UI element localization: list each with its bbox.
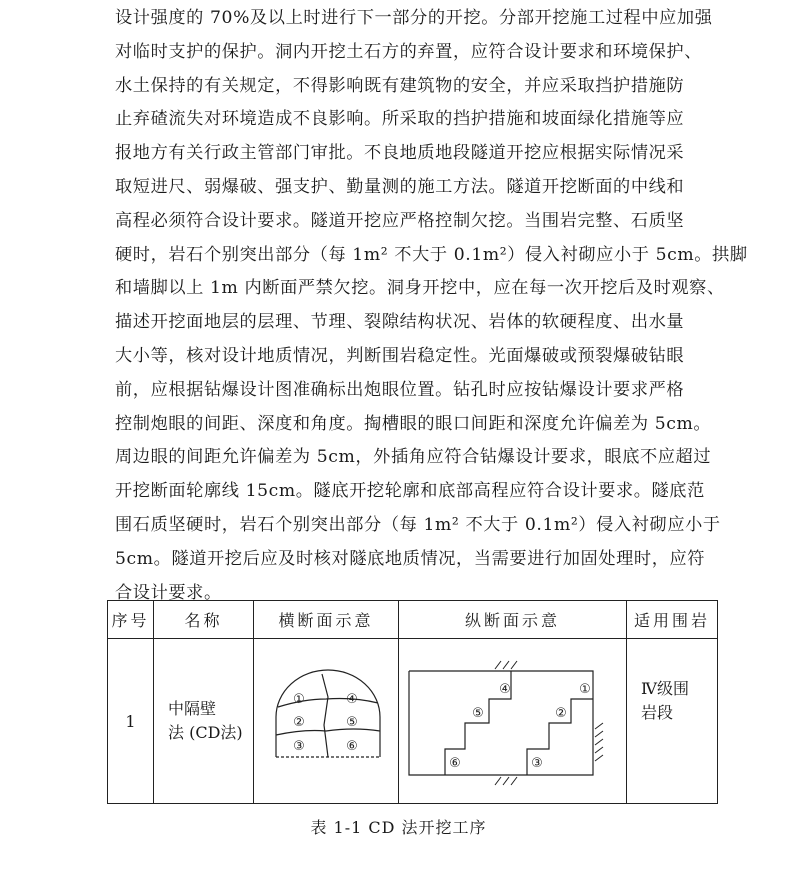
text-line: 设计强度的 70%及以上时进行下一部分的开挖。分部开挖施工过程中应加强 — [115, 8, 713, 28]
table-header-row — [108, 601, 718, 639]
longitudinal-section-cell — [399, 639, 627, 804]
method-name-line: 中隔壁 — [168, 699, 217, 718]
method-name-line: 法 (CD法) — [168, 723, 243, 742]
cross-section-cell — [254, 639, 399, 804]
header-no: 序号 — [108, 601, 154, 639]
cross-label: ① — [293, 692, 305, 707]
text-line: 止弃碴流失对环境造成不良影响。所采取的挡护措施和坡面绿化措施等应 — [115, 109, 685, 130]
text-line: 描述开挖面地层的层理、节理、裂隙结构状况、岩体的软硬程度、出水量 — [115, 312, 685, 333]
cross-label: ③ — [293, 739, 305, 754]
long-label: ⑥ — [449, 756, 461, 771]
text-line: 围石质坚硬时，岩石个别突出部分（每 1m² 不大于 0.1m²）侵入衬砌应小于 — [115, 514, 721, 535]
text-line: 报地方有关行政主管部门审批。不良地质地段隧道开挖应根据实际情况采 — [115, 143, 685, 164]
row-number: 1 — [108, 639, 154, 804]
longitudinal-section-diagram — [399, 639, 627, 799]
rock-class-line: Ⅳ级围 — [641, 679, 689, 698]
cross-label: ⑤ — [346, 715, 358, 730]
long-label: ⑤ — [472, 706, 484, 721]
cross-label: ④ — [346, 692, 358, 707]
long-label: ④ — [499, 682, 511, 697]
rock-class-cell — [627, 639, 718, 804]
text-line: 高程必须符合设计要求。隧道开挖应严格控制欠挖。当围岩完整、石质坚 — [115, 210, 685, 231]
cross-label: ⑥ — [346, 739, 358, 754]
text-line: 前，应根据钻爆设计图准确标出炮眼位置。钻孔时应按钻爆设计要求严格 — [115, 379, 685, 400]
text-line: 对临时支护的保护。洞内开挖土石方的弃置，应符合设计要求和环境保护、 — [115, 41, 702, 62]
cross-label: ② — [293, 715, 305, 730]
header-name: 名称 — [154, 601, 254, 639]
text-line: 合设计要求。 — [115, 582, 222, 603]
header-longitudinal-section: 纵断面示意 — [399, 601, 627, 639]
header-rock-class: 适用围岩 — [627, 601, 718, 639]
text-line: 取短进尺、弱爆破、强支护、勤量测的施工方法。隧道开挖断面的中线和 — [115, 176, 685, 197]
header-cross-section: 横断面示意 — [254, 601, 399, 639]
text-line: 和墙脚以上 1m 内断面严禁欠挖。洞身开挖中，应在每一次开挖后及时观察、 — [115, 278, 725, 299]
text-line: 5cm。隧道开挖后应及时核对隧底地质情况，当需要进行加固处理时，应符 — [115, 548, 706, 569]
text-line: 周边眼的间距允许偏差为 5cm，外插角应符合钻爆设计要求，眼底不应超过 — [115, 447, 712, 468]
long-label: ③ — [531, 756, 543, 771]
text-line: 水土保持的有关规定，不得影响既有建筑物的安全，并应采取挡护措施防 — [115, 75, 685, 96]
excavation-table — [107, 600, 718, 804]
long-label: ① — [579, 682, 591, 697]
table-caption: 表 1-1 CD 法开挖工序 — [310, 818, 487, 837]
text-line: 硬时，岩石个别突出部分（每 1m² 不大于 0.1m²）侵入衬砌应小于 5cm。拱脚 — [115, 244, 748, 265]
text-line: 大小等，核对设计地质情况，判断围岩稳定性。光面爆破或预裂爆破钻眼 — [115, 345, 685, 366]
table-row — [108, 639, 718, 804]
rock-class-line: 岩段 — [641, 703, 674, 722]
long-label: ② — [555, 706, 567, 721]
text-line: 控制炮眼的间距、深度和角度。掏槽眼的眼口间距和深度允许偏差为 5cm。 — [115, 413, 712, 434]
text-line: 开挖断面轮廓线 15cm。隧底开挖轮廓和底部高程应符合设计要求。隧底范 — [115, 481, 705, 502]
cross-section-diagram — [254, 639, 399, 799]
body-paragraph — [115, 2, 748, 610]
method-name — [154, 639, 254, 804]
